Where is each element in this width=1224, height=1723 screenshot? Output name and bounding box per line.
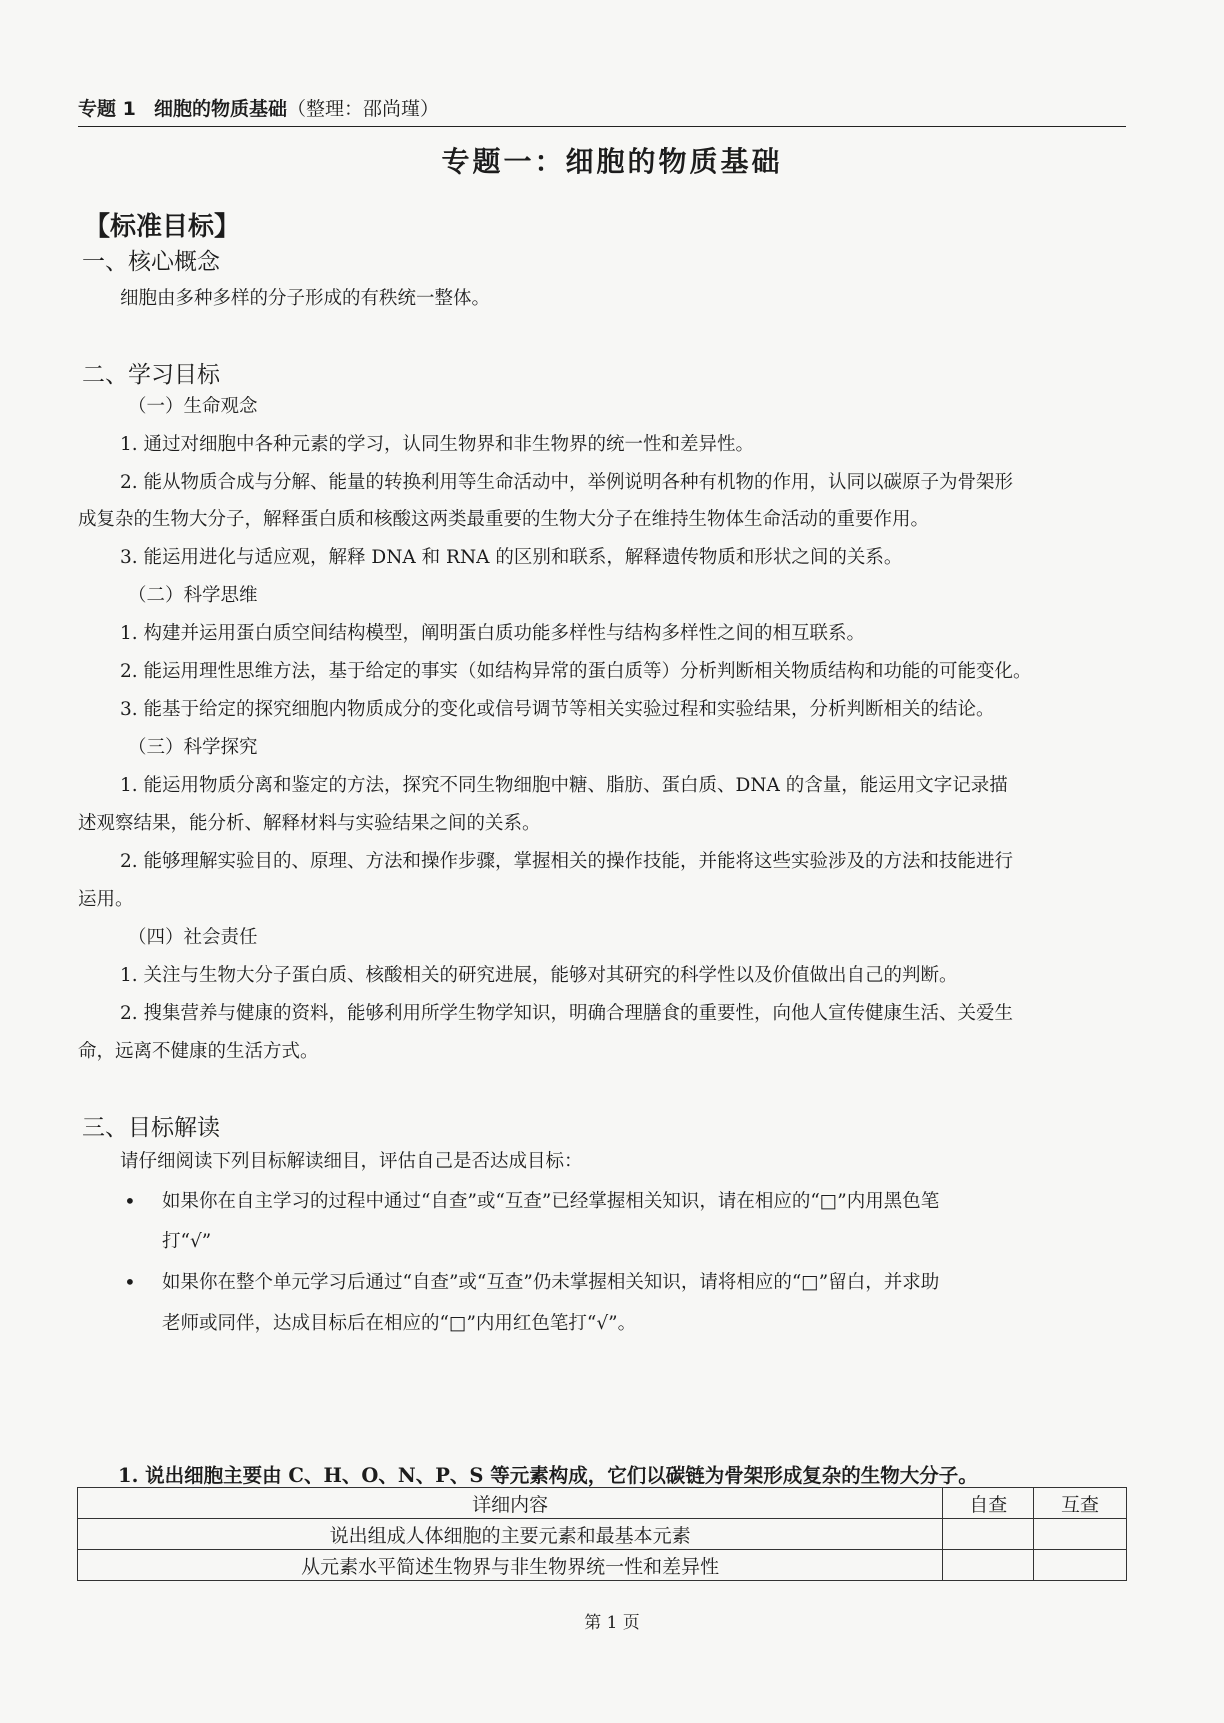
subsection-life-concept: （一）生命观念 [128,396,258,417]
page-title: 专题一：细胞的物质基础 [441,145,783,178]
peer-check-cell[interactable] [1034,1550,1127,1581]
bullet-1-line-2: 打“√” [162,1231,212,1252]
scientific-inquiry-item-2: 2. 能够理解实验目的、原理、方法和操作步骤，掌握相关的操作技能，并能将这些实验涉及的方法和技能进行 [120,851,1014,872]
peer-check-cell[interactable] [1034,1519,1127,1550]
page-number: 第 1 页 [584,1613,640,1633]
goal-interpretation-intro: 请仔细阅读下列目标解读细目，评估自己是否达成目标： [120,1151,583,1172]
scientific-thinking-item-2: 2. 能运用理性思维方法，基于给定的事实（如结构异常的蛋白质等）分析判断相关物质结构和功能的可能变化。 [120,661,1032,682]
section-heading-learning-goals: 二、学习目标 [82,362,220,388]
self-check-cell[interactable] [943,1519,1034,1550]
subsection-scientific-thinking: （二）科学思维 [128,585,258,606]
section-heading-goal-interpretation: 三、目标解读 [82,1115,220,1141]
core-concept-text: 细胞由多种多样的分子形成的有秩统一整体。 [120,288,491,309]
life-concept-item-1: 1. 通过对细胞中各种元素的学习，认同生物界和非生物界的统一性和差异性。 [120,434,755,455]
subsection-scientific-inquiry: （三）科学探究 [128,737,258,758]
standard-goals-banner: 【标准目标】 [84,212,241,242]
subsection-social-responsibility: （四）社会责任 [128,927,258,948]
bullet-1-line-1: 如果你在自主学习的过程中通过“自查”或“互查”已经掌握相关知识，请在相应的“□”内用黑色笔 [162,1191,940,1212]
table-row [78,1550,1127,1581]
social-responsibility-item-2: 2. 搜集营养与健康的资料，能够利用所学生物学知识，明确合理膳食的重要性，向他人宣传健康生活、关爱生 [120,1003,1014,1024]
scientific-inquiry-item-2-cont: 运用。 [78,889,134,910]
bullet-icon: • [124,1270,136,1294]
section-heading-core-concept: 一、核心概念 [82,249,220,275]
row-detail: 说出组成人体细胞的主要元素和最基本元素 [78,1519,943,1550]
self-check-cell[interactable] [943,1550,1034,1581]
life-concept-item-2-cont: 成复杂的生物大分子，解释蛋白质和核酸这两类最重要的生物大分子在维持生物体生命活动的重要作用。 [78,509,930,530]
header-topic: 专题 1 [78,98,136,120]
header-self-check: 自查 [943,1488,1034,1519]
goal-1-statement: 1. 说出细胞主要由 C、H、O、N、P、S 等元素构成，它们以碳链为骨架形成复杂的生物大分子。 [118,1464,978,1487]
bullet-2-line-1: 如果你在整个单元学习后通过“自查”或“互查”仍未掌握相关知识，请将相应的“□”留白，并求助 [162,1272,940,1293]
scientific-thinking-item-3: 3. 能基于给定的探究细胞内物质成分的变化或信号调节等相关实验过程和实验结果，分析判断相关的结论。 [120,699,995,720]
row-detail: 从元素水平简述生物界与非生物界统一性和差异性 [78,1550,943,1581]
table-header-row [78,1488,1127,1519]
header-topic-title: 细胞的物质基础 [153,98,287,120]
goal-checklist-table [77,1487,1127,1581]
header-compiler: （整理：邵尚瑾） [286,98,439,120]
social-responsibility-item-2-cont: 命，远离不健康的生活方式。 [78,1041,319,1062]
life-concept-item-2: 2. 能从物质合成与分解、能量的转换利用等生命活动中，举例说明各种有机物的作用，认同以碳原子为骨架形 [120,472,1014,493]
scientific-inquiry-item-1-cont: 述观察结果，能分析、解释材料与实验结果之间的关系。 [78,813,541,834]
scientific-thinking-item-1: 1. 构建并运用蛋白质空间结构模型，阐明蛋白质功能多样性与结构多样性之间的相互联系。 [120,623,866,644]
header-detail: 详细内容 [78,1488,943,1519]
bullet-2-line-2: 老师或同伴，达成目标后在相应的“□”内用红色笔打“√”。 [162,1313,637,1334]
table-row [78,1519,1127,1550]
scientific-inquiry-item-1: 1. 能运用物质分离和鉴定的方法，探究不同生物细胞中糖、脂肪、蛋白质、DNA 的含量，能运用文字记录描 [120,775,1008,796]
header-peer-check: 互查 [1034,1488,1127,1519]
running-header [78,96,1126,127]
life-concept-item-3: 3. 能运用进化与适应观，解释 DNA 和 RNA 的区别和联系，解释遗传物质和形状之间的关系。 [120,547,903,568]
bullet-icon: • [124,1189,136,1213]
social-responsibility-item-1: 1. 关注与生物大分子蛋白质、核酸相关的研究进展，能够对其研究的科学性以及价值做出自己的判断。 [120,965,958,986]
